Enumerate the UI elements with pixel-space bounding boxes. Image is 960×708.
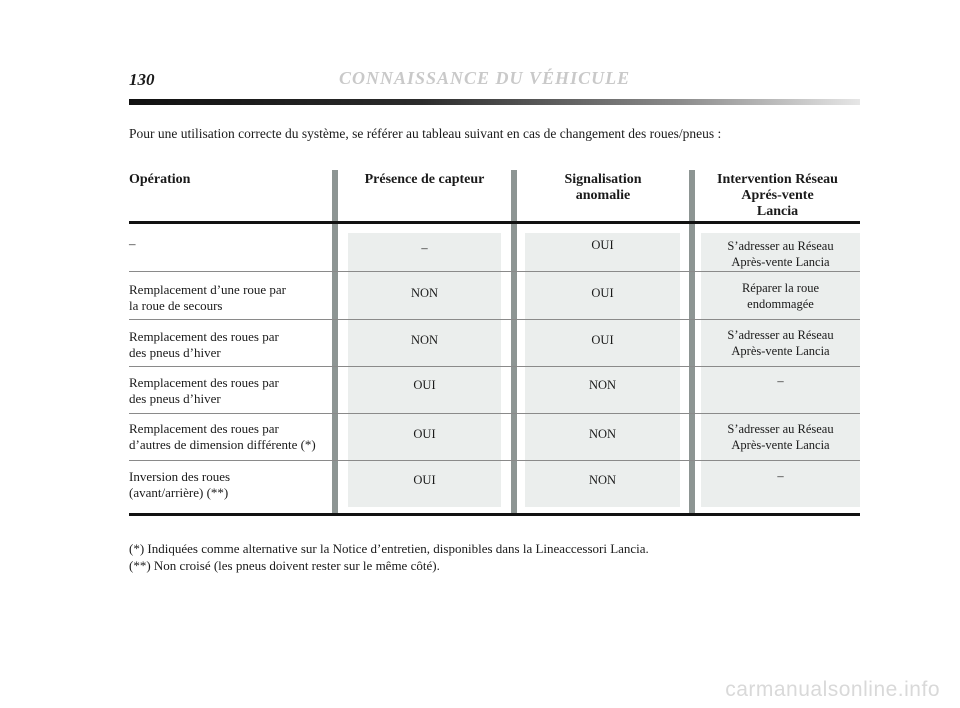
operation-line2: d’autres de dimension différente (*) (129, 437, 316, 452)
service-line1: S’adresser au Réseau (727, 422, 834, 436)
row-divider (129, 319, 860, 320)
header-signal-line2: anomalie (575, 188, 631, 203)
table-row-sensor: OUI (413, 378, 436, 392)
intro-text: Pour une utilisation correcte du système, se référer au tableau suivant en cas de changement des roues/pneus : (129, 126, 722, 141)
header-sensor-label: Présence de capteur (364, 172, 485, 187)
service-column-shade (701, 233, 860, 507)
operation-line2: des pneus d’hiver (129, 345, 221, 360)
table-row-signal: OUI (591, 286, 614, 300)
header-service-line3: Lancia (756, 204, 799, 219)
table-row-service (701, 280, 860, 312)
table-row-sensor: OUI (413, 473, 436, 487)
footnote-2: (**) Non croisé (les pneus doivent rester sur le même côté). (129, 558, 440, 573)
table-row-service (701, 327, 860, 359)
header-service (695, 172, 860, 220)
table-row-operation (129, 375, 334, 407)
header-signal (517, 172, 689, 204)
operation-line1: Remplacement des roues par (129, 375, 279, 390)
footer-rule (129, 513, 860, 516)
table-row-operation (129, 282, 334, 314)
signal-column-shade (525, 233, 680, 507)
header-operation (129, 172, 329, 188)
operation-line1: Inversion des roues (129, 469, 231, 484)
page-number: 130 (129, 70, 155, 89)
row-divider (129, 366, 860, 367)
table-row-sensor: NON (410, 333, 439, 347)
header-signal-line1: Signalisation (564, 172, 642, 187)
table-row-signal: NON (588, 427, 617, 441)
table-row-operation (129, 329, 334, 361)
row-divider (129, 413, 860, 414)
table-row-service (701, 421, 860, 453)
operation-line1: – (129, 236, 136, 251)
operation-line2: (avant/arrière) (**) (129, 485, 229, 500)
sensor-column-shade (348, 233, 501, 507)
operation-line2: la roue de secours (129, 298, 223, 313)
table-row-service (701, 468, 860, 484)
table-row-operation (129, 421, 334, 453)
header-service-line2: Aprés-vente (741, 188, 814, 203)
wheel-change-table (129, 170, 860, 516)
table-row-service (701, 238, 860, 270)
table-row-sensor: – (421, 241, 428, 255)
table-row-signal: OUI (591, 238, 614, 252)
table-row-signal: OUI (591, 333, 614, 347)
table-row-operation (129, 469, 334, 501)
service-line1: – (777, 374, 784, 388)
header-operation-label: Opération (129, 172, 191, 187)
section-title: CONNAISSANCE DU VÉHICULE (339, 68, 631, 88)
service-line1: Réparer la roue (741, 281, 820, 295)
table-row-sensor: OUI (413, 427, 436, 441)
header-rule (129, 221, 860, 224)
service-line2: Après-vente Lancia (731, 255, 830, 269)
row-divider (129, 271, 860, 272)
service-line1: S’adresser au Réseau (727, 239, 834, 253)
header-divider (129, 99, 860, 105)
service-line2: Après-vente Lancia (731, 438, 830, 452)
service-line1: – (777, 469, 784, 483)
page-header (129, 68, 860, 92)
header-service-line1: Intervention Réseau (717, 172, 838, 187)
table-row-signal: NON (588, 378, 617, 392)
table-row-operation (129, 236, 334, 252)
row-divider (129, 460, 860, 461)
table-row-signal: NON (588, 473, 617, 487)
operation-line1: Remplacement d’une roue par (129, 282, 287, 297)
service-line1: S’adresser au Réseau (727, 328, 834, 342)
header-sensor (338, 172, 511, 188)
service-line2: Après-vente Lancia (731, 344, 830, 358)
table-row-sensor: NON (410, 286, 439, 300)
table-row-service (701, 373, 860, 389)
site-watermark: carmanualsonline.info (725, 678, 940, 701)
footnote-1: (*) Indiquées comme alternative sur la Notice d’entretien, disponibles dans la Lineaccessori Lancia. (129, 541, 649, 556)
operation-line2: des pneus d’hiver (129, 391, 221, 406)
operation-line1: Remplacement des roues par (129, 329, 279, 344)
service-line2: endommagée (747, 297, 814, 311)
operation-line1: Remplacement des roues par (129, 421, 279, 436)
